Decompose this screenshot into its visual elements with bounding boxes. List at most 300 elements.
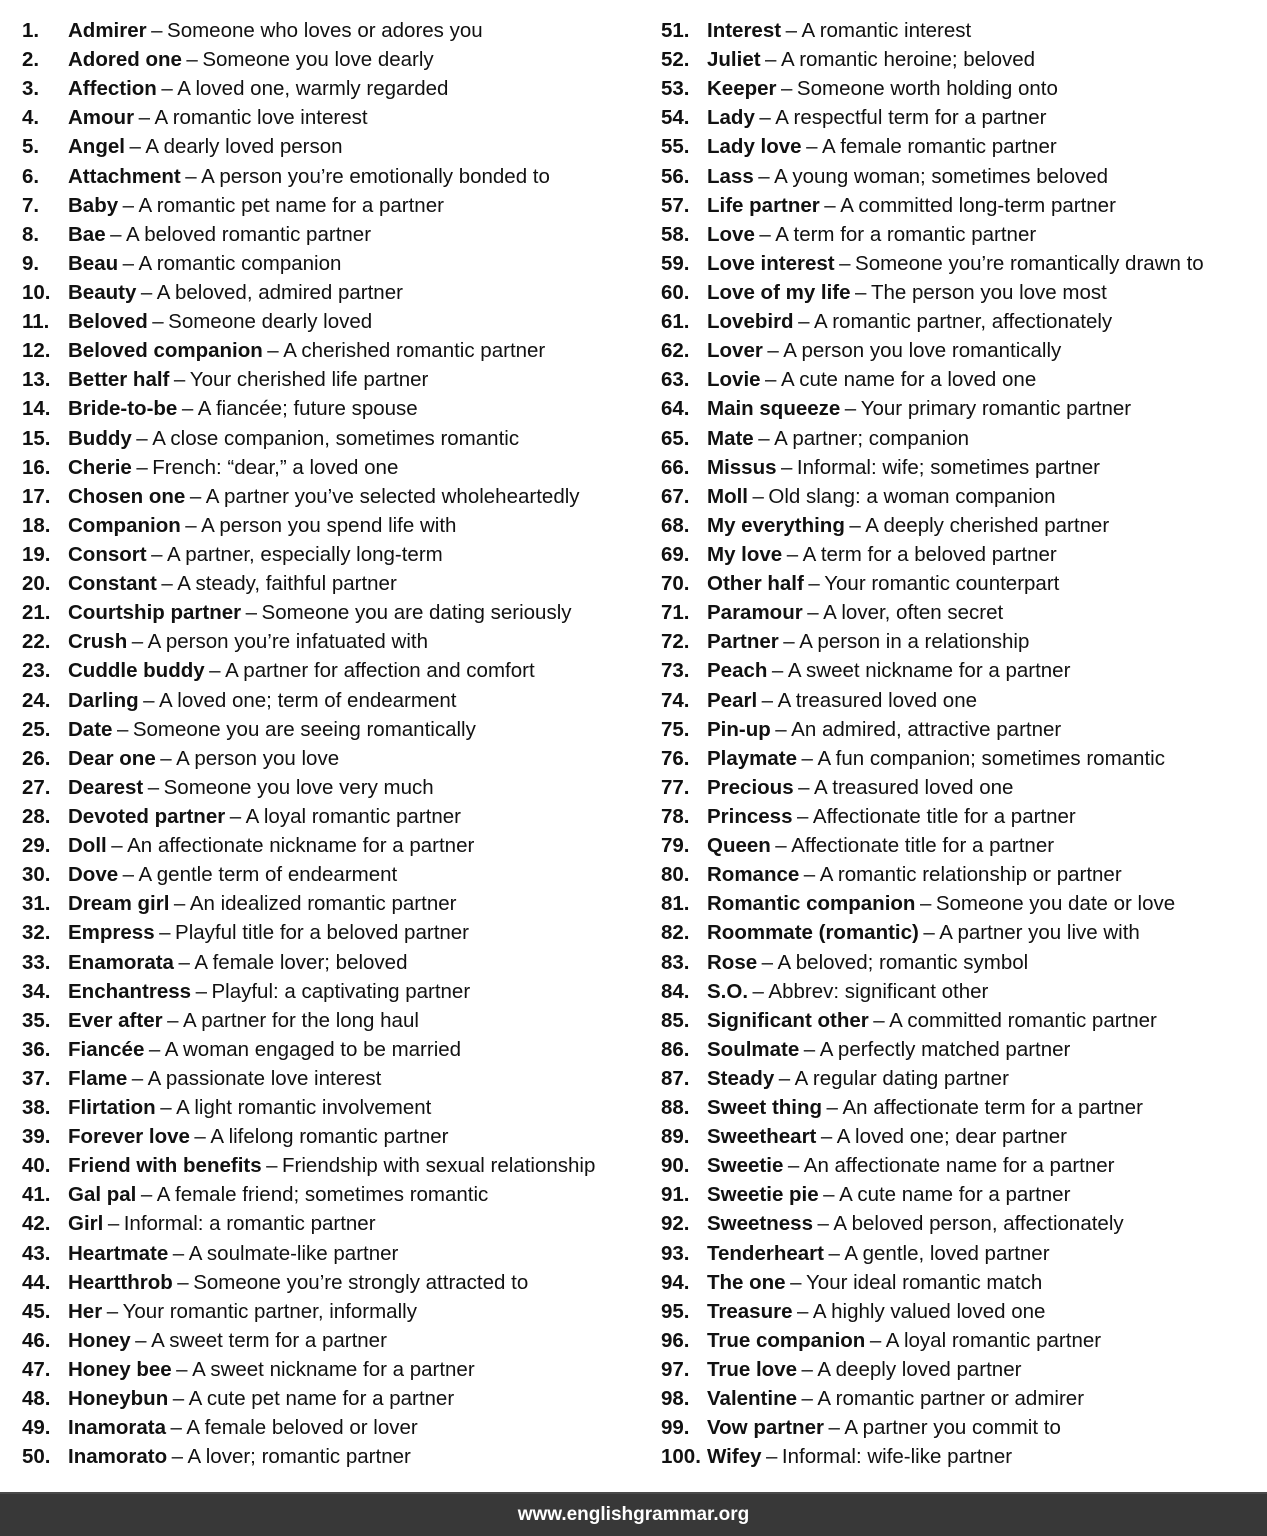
item-term: Playmate bbox=[707, 746, 798, 770]
item-term: Valentine bbox=[707, 1387, 798, 1411]
list-item bbox=[22, 1355, 642, 1384]
item-separator: – bbox=[817, 1212, 829, 1236]
list-item bbox=[661, 1384, 1267, 1413]
list-item bbox=[22, 918, 642, 947]
item-term: Dearest bbox=[68, 775, 144, 799]
item-separator: – bbox=[820, 1125, 833, 1149]
item-term: Peach bbox=[707, 659, 768, 683]
item-separator: – bbox=[140, 1183, 153, 1207]
list-item bbox=[661, 831, 1267, 860]
list-item bbox=[22, 453, 642, 482]
item-separator: – bbox=[790, 1270, 802, 1294]
item-separator: – bbox=[801, 746, 813, 770]
item-number: 24. bbox=[22, 688, 51, 712]
item-term: Precious bbox=[707, 775, 794, 799]
item-term: Vow partner bbox=[707, 1416, 824, 1440]
list-item bbox=[22, 744, 642, 773]
item-number: 83. bbox=[661, 950, 690, 974]
list-item bbox=[22, 1413, 642, 1442]
list-item bbox=[22, 278, 642, 307]
item-term: Friend with benefits bbox=[68, 1154, 262, 1178]
item-term: Bae bbox=[68, 222, 106, 246]
item-separator: – bbox=[152, 310, 164, 334]
item-separator: – bbox=[245, 601, 258, 625]
item-definition: A deeply cherished partner bbox=[865, 513, 1110, 537]
list-item bbox=[22, 889, 642, 918]
item-separator: – bbox=[796, 804, 809, 828]
item-number: 99. bbox=[661, 1416, 690, 1440]
item-separator: – bbox=[138, 106, 150, 130]
list-item bbox=[661, 453, 1267, 482]
list-item bbox=[22, 656, 642, 685]
item-term: Sweetie bbox=[707, 1154, 784, 1178]
item-term: Beau bbox=[68, 251, 119, 275]
item-separator: – bbox=[767, 339, 779, 363]
item-term: Forever love bbox=[68, 1125, 190, 1149]
list-item bbox=[22, 1297, 642, 1326]
item-term: True companion bbox=[707, 1328, 866, 1352]
item-term: Heartthrob bbox=[68, 1270, 173, 1294]
item-number: 49. bbox=[22, 1416, 51, 1440]
item-definition: A loyal romantic partner bbox=[245, 804, 461, 828]
list-item bbox=[22, 424, 642, 453]
list-item bbox=[661, 656, 1267, 685]
item-number: 88. bbox=[661, 1096, 690, 1120]
item-number: 50. bbox=[22, 1445, 51, 1469]
item-separator: – bbox=[173, 892, 186, 916]
item-term: Lover bbox=[707, 339, 763, 363]
item-definition: The person you love most bbox=[870, 280, 1107, 304]
item-separator: – bbox=[186, 48, 198, 72]
list-item bbox=[22, 598, 642, 627]
item-definition: A romantic partner, affectionately bbox=[813, 310, 1113, 334]
item-definition: A close companion, sometimes romantic bbox=[152, 426, 520, 450]
item-number: 5. bbox=[22, 135, 40, 159]
item-definition: French: “dear,” a loved one bbox=[152, 455, 399, 479]
item-number: 93. bbox=[661, 1241, 690, 1265]
list-item bbox=[22, 802, 642, 831]
item-definition: A romantic love interest bbox=[154, 106, 368, 130]
item-number: 6. bbox=[22, 164, 40, 188]
item-term: Chosen one bbox=[68, 484, 186, 508]
item-term: Other half bbox=[707, 572, 804, 596]
item-definition: A partner; companion bbox=[774, 426, 969, 450]
item-definition: A treasured loved one bbox=[814, 775, 1014, 799]
item-number: 57. bbox=[661, 193, 690, 217]
list-item bbox=[661, 889, 1267, 918]
item-term: Lady bbox=[707, 106, 755, 130]
item-number: 43. bbox=[22, 1241, 51, 1265]
item-number: 45. bbox=[22, 1299, 51, 1323]
item-separator: – bbox=[803, 863, 816, 887]
list-item bbox=[661, 627, 1267, 656]
item-definition: A dearly loved person bbox=[145, 135, 343, 159]
item-separator: – bbox=[781, 455, 793, 479]
item-term: Rose bbox=[707, 950, 758, 974]
item-definition: Old slang: a woman companion bbox=[768, 484, 1056, 508]
item-term: Lady love bbox=[707, 135, 802, 159]
item-definition: Informal: a romantic partner bbox=[123, 1212, 376, 1236]
item-definition: Your cherished life partner bbox=[189, 368, 429, 392]
item-number: 95. bbox=[661, 1299, 690, 1323]
item-term: Constant bbox=[68, 572, 157, 596]
item-separator: – bbox=[185, 513, 197, 537]
item-term: Companion bbox=[68, 513, 181, 537]
item-definition: Someone you’re strongly attracted to bbox=[193, 1270, 529, 1294]
item-number: 39. bbox=[22, 1125, 51, 1149]
item-number: 44. bbox=[22, 1270, 51, 1294]
item-term: Sweetness bbox=[707, 1212, 813, 1236]
item-definition: A partner for affection and comfort bbox=[225, 659, 535, 683]
item-separator: – bbox=[758, 164, 770, 188]
item-separator: – bbox=[131, 630, 144, 654]
list-item bbox=[661, 1180, 1267, 1209]
item-definition: A person you’re emotionally bonded to bbox=[201, 164, 550, 188]
item-number: 19. bbox=[22, 542, 51, 566]
item-number: 3. bbox=[22, 77, 40, 101]
item-separator: – bbox=[798, 310, 810, 334]
item-term: Affection bbox=[68, 77, 157, 101]
list-item bbox=[661, 1297, 1267, 1326]
item-number: 25. bbox=[22, 717, 51, 741]
item-definition: A partner for the long haul bbox=[183, 1008, 419, 1032]
item-term: Sweetie pie bbox=[707, 1183, 819, 1207]
item-definition: Your romantic partner, informally bbox=[122, 1299, 417, 1323]
item-term: Honey bee bbox=[68, 1358, 172, 1382]
item-definition: Someone you love very much bbox=[163, 775, 434, 799]
list-item bbox=[22, 511, 642, 540]
item-term: Adored one bbox=[68, 48, 182, 72]
list-item bbox=[661, 977, 1267, 1006]
item-separator: – bbox=[122, 863, 135, 887]
item-separator: – bbox=[229, 804, 242, 828]
item-separator: – bbox=[807, 601, 819, 625]
item-separator: – bbox=[110, 222, 122, 246]
item-term: Baby bbox=[68, 193, 119, 217]
item-term: Gal pal bbox=[68, 1183, 137, 1207]
item-separator: – bbox=[185, 164, 197, 188]
item-definition: Someone you are seeing romantically bbox=[132, 717, 476, 741]
item-definition: A beloved; romantic symbol bbox=[777, 950, 1029, 974]
item-number: 70. bbox=[661, 572, 690, 596]
item-number: 16. bbox=[22, 455, 51, 479]
item-definition: An affectionate name for a partner bbox=[803, 1154, 1115, 1178]
item-separator: – bbox=[172, 1241, 185, 1265]
item-number: 96. bbox=[661, 1328, 690, 1352]
item-separator: – bbox=[765, 368, 777, 392]
item-definition: Playful title for a beloved partner bbox=[175, 921, 470, 945]
item-definition: A person you love romantically bbox=[783, 339, 1062, 363]
list-item bbox=[22, 162, 642, 191]
item-definition: An affectionate term for a partner bbox=[842, 1096, 1143, 1120]
item-definition: A female beloved or lover bbox=[186, 1416, 418, 1440]
item-number: 42. bbox=[22, 1212, 51, 1236]
list-item bbox=[22, 365, 642, 394]
item-definition: A sweet nickname for a partner bbox=[192, 1358, 475, 1382]
item-definition: A treasured loved one bbox=[777, 688, 978, 712]
item-separator: – bbox=[759, 106, 771, 130]
item-number: 33. bbox=[22, 950, 51, 974]
item-number: 61. bbox=[661, 310, 690, 334]
item-term: Crush bbox=[68, 630, 128, 654]
item-term: Date bbox=[68, 717, 113, 741]
item-separator: – bbox=[151, 542, 163, 566]
item-separator: – bbox=[107, 1212, 120, 1236]
item-definition: A partner you live with bbox=[939, 921, 1140, 945]
item-term: Significant other bbox=[707, 1008, 869, 1032]
item-definition: A term for a beloved partner bbox=[802, 542, 1057, 566]
item-separator: – bbox=[823, 1183, 835, 1207]
item-term: Darling bbox=[68, 688, 139, 712]
list-item bbox=[661, 1064, 1267, 1093]
item-number: 84. bbox=[661, 979, 690, 1003]
word-list-left-column bbox=[22, 16, 642, 1471]
list-item bbox=[22, 773, 642, 802]
item-term: Devoted partner bbox=[68, 804, 226, 828]
item-separator: – bbox=[824, 193, 836, 217]
item-definition: A loved one, warmly regarded bbox=[177, 77, 449, 101]
item-definition: A loved one; term of endearment bbox=[159, 688, 457, 712]
item-definition: A romantic companion bbox=[138, 251, 342, 275]
item-separator: – bbox=[136, 455, 148, 479]
item-number: 48. bbox=[22, 1387, 51, 1411]
item-number: 1. bbox=[22, 19, 40, 42]
item-term: Angel bbox=[68, 135, 125, 159]
item-separator: – bbox=[796, 1299, 809, 1323]
item-definition: A female romantic partner bbox=[821, 135, 1057, 159]
item-number: 54. bbox=[661, 106, 690, 130]
list-item bbox=[661, 424, 1267, 453]
list-item bbox=[22, 860, 642, 889]
item-definition: Someone you are dating seriously bbox=[261, 601, 572, 625]
item-separator: – bbox=[161, 572, 173, 596]
item-term: Pearl bbox=[707, 688, 758, 712]
item-separator: – bbox=[148, 1037, 161, 1061]
item-definition: A lover, often secret bbox=[823, 601, 1004, 625]
list-item bbox=[22, 1151, 642, 1180]
item-number: 2. bbox=[22, 48, 40, 72]
footer-bar bbox=[0, 1492, 1267, 1536]
item-term: Fiancée bbox=[68, 1037, 145, 1061]
list-item bbox=[661, 1035, 1267, 1064]
item-definition: Someone you date or love bbox=[935, 892, 1176, 916]
item-number: 22. bbox=[22, 630, 51, 654]
list-item bbox=[661, 162, 1267, 191]
item-term: Roommate (romantic) bbox=[707, 921, 919, 945]
item-number: 36. bbox=[22, 1037, 51, 1061]
list-item bbox=[22, 540, 642, 569]
item-number: 30. bbox=[22, 863, 51, 887]
item-separator: – bbox=[194, 1125, 206, 1149]
item-separator: – bbox=[849, 513, 861, 537]
item-number: 38. bbox=[22, 1096, 51, 1120]
item-term: Moll bbox=[707, 484, 748, 508]
item-term: Sweet thing bbox=[707, 1096, 823, 1120]
item-separator: – bbox=[111, 834, 123, 858]
item-definition: Abbrev: significant other bbox=[768, 979, 989, 1003]
item-term: Enamorata bbox=[68, 950, 174, 974]
item-definition: A highly valued loved one bbox=[812, 1299, 1046, 1323]
item-separator: – bbox=[761, 950, 774, 974]
item-term: Mate bbox=[707, 426, 754, 450]
item-term: Lovie bbox=[707, 368, 761, 392]
item-definition: A romantic relationship or partner bbox=[819, 863, 1122, 887]
list-item bbox=[22, 249, 642, 278]
item-number: 13. bbox=[22, 368, 51, 392]
item-definition: Someone dearly loved bbox=[168, 310, 373, 334]
item-separator: – bbox=[172, 1387, 185, 1411]
item-separator: – bbox=[267, 339, 279, 363]
item-term: Consort bbox=[68, 542, 147, 566]
item-definition: A person you spend life with bbox=[201, 513, 457, 537]
item-separator: – bbox=[160, 746, 172, 770]
list-item bbox=[22, 1093, 642, 1122]
item-number: 86. bbox=[661, 1037, 690, 1061]
item-number: 80. bbox=[661, 863, 690, 887]
item-number: 34. bbox=[22, 979, 51, 1003]
item-number: 89. bbox=[661, 1125, 690, 1149]
item-separator: – bbox=[761, 688, 774, 712]
item-term: Heartmate bbox=[68, 1241, 169, 1265]
item-term: Enchantress bbox=[68, 979, 192, 1003]
item-definition: An affectionate nickname for a partner bbox=[127, 834, 475, 858]
list-item bbox=[661, 744, 1267, 773]
item-term: Love bbox=[707, 222, 755, 246]
item-term: Life partner bbox=[707, 193, 820, 217]
item-separator: – bbox=[171, 1445, 184, 1469]
item-separator: – bbox=[122, 251, 135, 275]
item-definition: Informal: wife-like partner bbox=[781, 1445, 1013, 1469]
item-separator: – bbox=[803, 1037, 816, 1061]
item-number: 60. bbox=[661, 280, 690, 304]
item-number: 76. bbox=[661, 746, 690, 770]
item-term: Cherie bbox=[68, 455, 132, 479]
list-item bbox=[661, 74, 1267, 103]
list-item bbox=[661, 1326, 1267, 1355]
item-definition: A sweet nickname for a partner bbox=[787, 659, 1071, 683]
item-number: 47. bbox=[22, 1358, 51, 1382]
item-term: Dove bbox=[68, 863, 119, 887]
item-definition: A perfectly matched partner bbox=[819, 1037, 1071, 1061]
item-number: 10. bbox=[22, 280, 51, 304]
item-separator: – bbox=[189, 484, 202, 508]
item-number: 85. bbox=[661, 1008, 690, 1032]
item-definition: Your ideal romantic match bbox=[806, 1270, 1043, 1294]
item-definition: A partner you commit to bbox=[844, 1416, 1061, 1440]
item-number: 46. bbox=[22, 1328, 51, 1352]
list-item bbox=[661, 278, 1267, 307]
item-definition: A person in a relationship bbox=[799, 630, 1030, 654]
item-term: Flirtation bbox=[68, 1096, 156, 1120]
item-number: 52. bbox=[661, 48, 690, 72]
item-term: Steady bbox=[707, 1066, 775, 1090]
list-item bbox=[22, 1209, 642, 1238]
item-number: 74. bbox=[661, 688, 690, 712]
list-item bbox=[661, 365, 1267, 394]
list-item bbox=[661, 860, 1267, 889]
item-separator: – bbox=[116, 717, 129, 741]
item-separator: – bbox=[775, 717, 787, 741]
item-separator: – bbox=[775, 834, 787, 858]
item-definition: A term for a romantic partner bbox=[775, 222, 1037, 246]
item-number: 11. bbox=[22, 310, 50, 334]
item-number: 91. bbox=[661, 1183, 690, 1207]
item-number: 32. bbox=[22, 921, 51, 945]
item-separator: – bbox=[143, 688, 155, 712]
item-number: 9. bbox=[22, 251, 40, 275]
item-term: Her bbox=[68, 1299, 103, 1323]
item-separator: – bbox=[135, 1328, 147, 1352]
item-number: 28. bbox=[22, 804, 51, 828]
item-definition: A female friend; sometimes romantic bbox=[156, 1183, 489, 1207]
item-definition: A cute pet name for a partner bbox=[188, 1387, 455, 1411]
item-separator: – bbox=[808, 572, 820, 596]
item-term: Treasure bbox=[707, 1299, 793, 1323]
list-item bbox=[22, 103, 642, 132]
item-number: 90. bbox=[661, 1154, 690, 1178]
item-definition: A romantic pet name for a partner bbox=[138, 193, 444, 217]
item-number: 92. bbox=[661, 1212, 690, 1236]
item-number: 81. bbox=[661, 892, 690, 916]
list-item bbox=[661, 1442, 1267, 1471]
item-separator: – bbox=[161, 77, 173, 101]
item-number: 51. bbox=[661, 19, 690, 42]
item-separator: – bbox=[752, 979, 764, 1003]
item-term: Romantic companion bbox=[707, 892, 916, 916]
item-definition: An idealized romantic partner bbox=[189, 892, 457, 916]
item-separator: – bbox=[844, 397, 857, 421]
item-term: Admirer bbox=[68, 19, 147, 42]
list-item bbox=[22, 1006, 642, 1035]
list-item bbox=[661, 336, 1267, 365]
item-term: Main squeeze bbox=[707, 397, 841, 421]
item-term: The one bbox=[707, 1270, 786, 1294]
item-term: Bride-to-be bbox=[68, 397, 178, 421]
item-separator: – bbox=[923, 921, 935, 945]
item-separator: – bbox=[798, 775, 810, 799]
list-item bbox=[661, 45, 1267, 74]
item-number: 77. bbox=[661, 775, 690, 799]
list-item bbox=[661, 540, 1267, 569]
item-definition: A partner, especially long-term bbox=[166, 542, 443, 566]
list-item bbox=[661, 16, 1267, 45]
item-term: Paramour bbox=[707, 601, 803, 625]
item-term: Empress bbox=[68, 921, 155, 945]
item-separator: – bbox=[136, 426, 148, 450]
item-definition: A lifelong romantic partner bbox=[210, 1125, 449, 1149]
item-definition: A committed romantic partner bbox=[889, 1008, 1157, 1032]
item-term: Inamorata bbox=[68, 1416, 166, 1440]
item-term: Lass bbox=[707, 164, 754, 188]
item-separator: – bbox=[177, 1270, 189, 1294]
item-definition: A cherished romantic partner bbox=[283, 339, 546, 363]
item-term: Attachment bbox=[68, 164, 181, 188]
item-definition: Friendship with sexual relationship bbox=[282, 1154, 596, 1178]
item-definition: A young woman; sometimes beloved bbox=[774, 164, 1109, 188]
item-number: 98. bbox=[661, 1387, 690, 1411]
item-term: True love bbox=[707, 1358, 798, 1382]
item-term: Princess bbox=[707, 804, 793, 828]
item-number: 63. bbox=[661, 368, 690, 392]
list-item bbox=[661, 773, 1267, 802]
item-number: 75. bbox=[661, 717, 690, 741]
item-separator: – bbox=[766, 1445, 778, 1469]
item-term: Tenderheart bbox=[707, 1241, 824, 1265]
item-term: My everything bbox=[707, 513, 845, 537]
item-separator: – bbox=[759, 222, 771, 246]
item-term: Sweetheart bbox=[707, 1125, 817, 1149]
item-definition: A beloved, admired partner bbox=[156, 280, 403, 304]
